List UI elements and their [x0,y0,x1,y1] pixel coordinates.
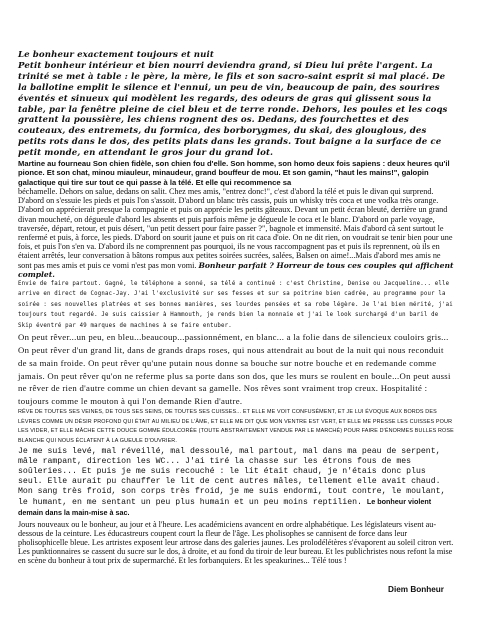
friends-text: béchamelle. Dehors on salue, dedans on salit. Chez mes amis, "entrez donc!", c'est d'abord la télé et puis le divan qui surprend. D'abord on s'essuie les pieds et puis l'on s'assoit. D'abord un blanc très cassis, puis un whisky très coca et une vodka très orange. D'abord on apprécierait presque la compagnie et puis on apprécie les petits gâteaux. Devant un petit écran bleuté, derrière un grand divan moucheté, on dégueule d'abord les absents et puis parfois même je dégueule le coca et le blanc. D'abord on parle voyage, traversée, départ, retour, et puis désert, "un petit dessert pour faire passer ?", bagnole et immensité. Mais d'abord cà sent surtout le renfermé et puis, à force, les pieds. D'abord on sourit jaune et puis on rit caca d'oie. On ne dit rien, on voudrait se tenir bien pour une fois, et puis l'on s'en va. D'abord ils ne comprennent pas pourquoi, ils ne vous raccompagnent pas et puis ils reprennent, où ils en étaient arrêtés, leur conversation à bâtons rompus aux petites soirées sucrées, salées, Balsen on aime!...Mais d'abord mes amis ne sont pas mes amis et puis ce vomi n'est pas mon vomi. [18,186,453,270]
desire-paragraph: RÊVE DE TOUTES SES VEINES, DE TOUS SES SEINS, DE TOUTES SES CUISSES... ET ELLE ME VOIT CONFUSÉMENT, ET JE LUI ÉVOQUE AUX BORDS DES LÈVRES COMME UN DÉSIR PROFOND QUI ÉTAIT AU MILIEU DE L'ÂME, ET ELLE ME DIT QUE MON VENTRE EST VERT, ET ELLE ME PRESSE LES CUISSES POUR LES VIDER, ET ELLE MÂCHE CETTE DOUCE GOMME ÉDULCORÉE (TOUTE ABSTRAITEMENT VENDUE PAR LE MARCHÉ) POUR FAIRE D'ÉNORMES BULLES ROSE BLANCHE QUI NOUS ÉCLATENT À LA GUEULE D'OUVRIER. [18,408,454,445]
martine-paragraph: Martine au fourneau Son chien fidèle, son chien fou d'elle. Son homme, son homo deux fois sapiens : deux heures qu'il pionce. Et son chat, minou miauleur, minaudeur, grand bouffeur de mou. Et son gamin, "haut les mains!", galopin galactique qui tire sur tout ce qui passe à la télé. Et elle qui recommence sa [18,159,450,187]
intro-text: Petit bonheur intérieur et bien nourri deviendra grand, si Dieu lui prête l'argent. La trinité se met à table : le père, la mère, le fils et son sacro-saint esprit si mal placé. De la ballotine emplit le silence et l'ennui, un peu de vin, beaucoup de pain, des sourires éventés et sinueux qui modèlent les regards, des odeurs de gras qui glissent sous la table, par la fenêtre pleine de ciel bleu et de terre ronde. Dehors, les poules et les coqs grattent la poussière, les chiens rognent des os. Dedans, des fourchettes et des couteaux, des entremets, du formica, des borborygmes, du skai, des glouglous, des petits rots dans le dos, des petits plats dans les grands. Tout baigne a la surface de ce petit monde, en attendant le gros jour du grand lot. [18,60,448,159]
perfect-happiness-line: Bonheur parfait ? Horreur de tous ces couples qui affichent complet. [18,260,454,279]
friends-paragraph [18,187,454,279]
intro-paragraph [18,50,454,159]
morning-paragraph [18,447,454,520]
signature: Diem Bonheur [388,585,444,594]
document-title: Le bonheur exactement toujours et nuit [18,50,214,60]
morning-text: Je me suis levé, mal réveillé, mal dessoulé, mal partout, mal dans ma peau de serpent, mâle rampant, direction les WC... J'ai tiré la chasse sur les étrons fous de mes soûleries... Et puis je me suis recouché : le lit était chaud, je n'étais donc plus seul. Elle aurait pu chauffer le lit de cent autres mâles, tellement elle avait chaud. Mon sang très froid, son corps très froid, je me suis endormi, tout contre, le moulant, le humant, en me sentant un peu plus humain et un peu moins reptilien. [18,446,446,508]
dream-paragraph: On peut rêver...un peu, en bleu...beaucoup...passionnément, en blanc... a la folie dans de silencieux couloirs gris... On peut rêver d'un grand lit, dans de grands draps roses, qui nous attendrait au bout de la nuit qui nous reconduit de sa main froide. On peut rêver qu'une putain nous donne sa bouche sur notre bouche et en redemande comme jamais. On peut rêver qu'on ne referme plus sa porte dans son dos, que les murs se roulent en boule...On peut aussi ne rêver de rien d'autre comme un chien devant sa gamelle. Nos rêves sont vraiment trop creux. Hospitalité : toujours comme le mouton à qui l'on demande Rien d'autre. [18,332,451,406]
new-days-paragraph: Jours nouveaux ou le bonheur, au jour et à l'heure. Les académiciens avancent en ordre alphabétique. Les législateurs visent au-dessous de la ceinture. Les éducastreurs coupent court la fleur de l'âge. Les pholisophes se cannisent de force dans leur pholisophicelle bleue. Les artristes exposent leur artrose dans des galeries jaunes. Les prolodélétères s'évaporent au soleil citron vert. Les punktionnaires se cassent du sucre sur le dos, à droite, et au fond du tiroir de leur bureau. Et les publichristes nous refont la mise en scène du bonheur à tout prix de supermarché. Et les forbanquiers. Et les speakurines... Télé tous ! [18,519,454,566]
television-paragraph: Envie de faire partout. Gagné, le téléphone a sonné, sa télé a continué : c'est Christine, Denise ou Jacqueline... elle arrive en direct de Cognac-Jay. J'ai l'exclusivité sur ses fesses et sur sa poitrine bien cadrée, au programme pour la soirée : ses nouvelles platrées et ses bonnes manières, ses lourdes pensées et sa robe légère. Je l'ai bien mérité, j'ai toujours tout regardé. Je suis caissier à Hammouth, je rends bien la monnaie et j'ai le look surchargé d'un baril de Skip éventré par 49 marques de machines à se faire entuber. [18,280,453,329]
violent-happiness-line: Le bonheur violent demain dans la main-mise à sac. [18,497,432,518]
